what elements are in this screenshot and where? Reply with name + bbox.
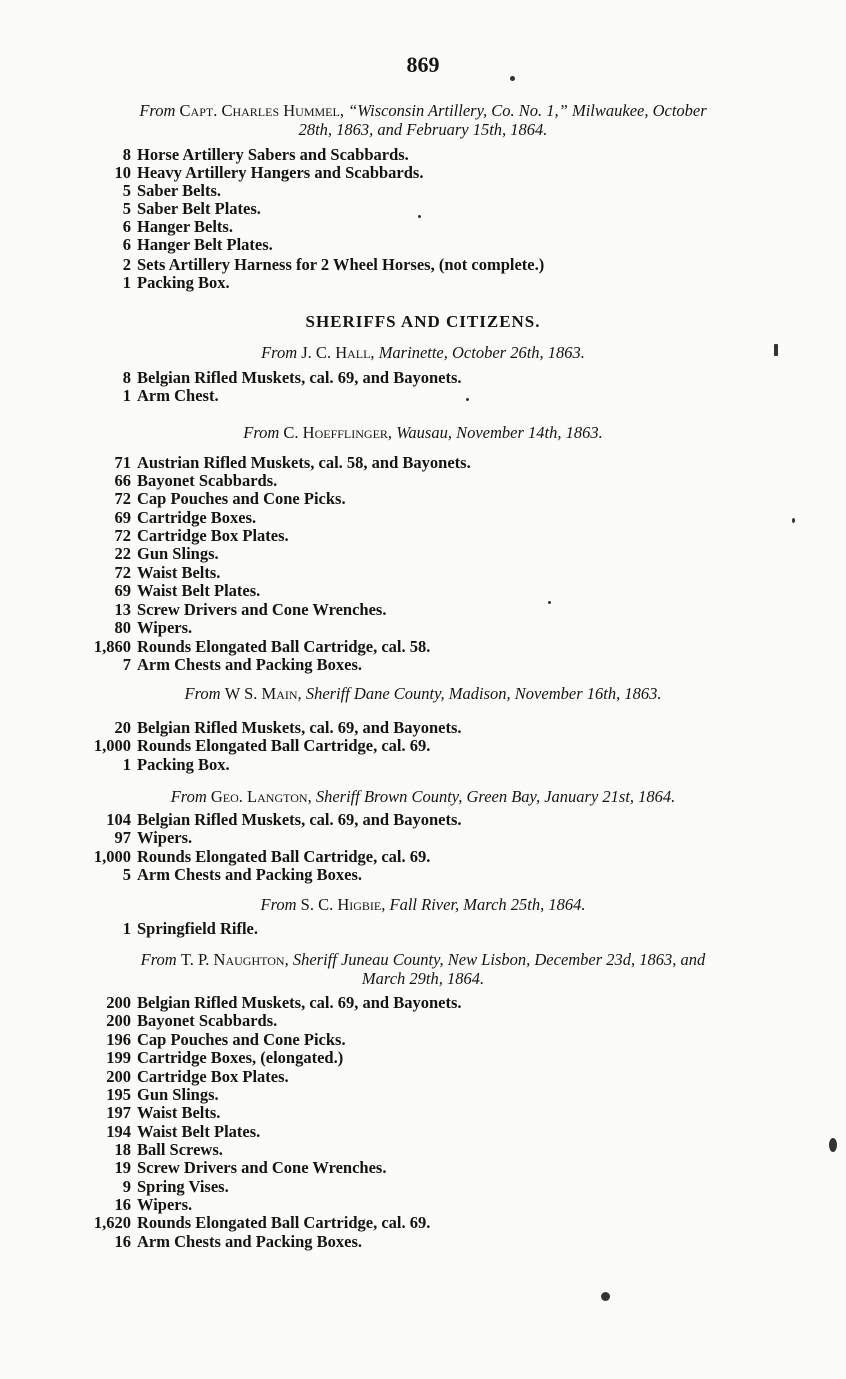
item-description: Rounds Elongated Ball Cartridge, cal. 58. [137, 637, 431, 656]
item-quantity: 22 [114, 544, 131, 563]
heading-prefix: From [184, 684, 221, 703]
section-title: SHERIFFS AND CITIZENS. [305, 312, 541, 331]
heading-name: Capt. Charles Hummel, [179, 101, 344, 120]
item-description: Rounds Elongated Ball Cartridge, cal. 69. [137, 1213, 431, 1232]
item-description: Hanger Belts. [137, 217, 233, 236]
item-description: Wipers. [137, 828, 193, 847]
item-description: Arm Chest. [137, 386, 219, 405]
item-quantity: 69 [114, 581, 131, 600]
item-quantity: 16 [114, 1195, 131, 1214]
heading-name: C. Hoefflinger, [283, 423, 393, 442]
heading-name: J. C. Hall, [301, 343, 375, 362]
item-description: Rounds Elongated Ball Cartridge, cal. 69. [137, 847, 431, 866]
item-description: Bayonet Scabbards. [137, 471, 278, 490]
list-item [0, 719, 846, 737]
item-quantity: 8 [122, 368, 131, 387]
item-description: Heavy Artillery Hangers and Scabbards. [137, 163, 424, 182]
heading-detail: Marinette, October 26th, 1863. [378, 343, 585, 362]
item-quantity: 20 [114, 718, 131, 737]
item-quantity: 71 [114, 453, 131, 472]
heading-name: T. P. Naughton, [180, 950, 289, 969]
scan-speck [792, 518, 795, 523]
item-description: Hanger Belt Plates. [137, 235, 273, 254]
item-quantity: 195 [106, 1085, 131, 1104]
item-quantity: 200 [106, 1011, 131, 1030]
heading-detail: Sheriff Dane County, Madison, November 16th, 1863. [305, 684, 662, 703]
item-quantity: 1,000 [93, 847, 131, 866]
item-description: Springfield Rifle. [137, 919, 259, 938]
item-description: Cartridge Box Plates. [137, 1067, 289, 1086]
item-quantity: 72 [114, 563, 131, 582]
source-heading [0, 102, 846, 120]
item-quantity: 194 [106, 1122, 131, 1141]
list-item [0, 811, 846, 829]
list-item [0, 1214, 846, 1232]
item-quantity: 1 [122, 386, 131, 405]
item-quantity: 80 [114, 618, 131, 637]
item-quantity: 7 [122, 655, 131, 674]
source-heading-continued: 28th, 1863, and February 15th, 1864. [298, 120, 548, 139]
item-quantity: 1,000 [93, 736, 131, 755]
item-description: Waist Belt Plates. [137, 581, 261, 600]
item-quantity: 18 [114, 1140, 131, 1159]
item-quantity: 69 [114, 508, 131, 527]
item-description: Sets Artillery Harness for 2 Wheel Horses, (not complete.) [137, 255, 545, 274]
list-item [0, 564, 846, 582]
source-heading [0, 951, 846, 969]
scan-speck [774, 344, 778, 356]
list-item [0, 1031, 846, 1049]
item-description: Bayonet Scabbards. [137, 1011, 278, 1030]
list-item [0, 182, 846, 200]
item-quantity: 1 [122, 919, 131, 938]
item-description: Arm Chests and Packing Boxes. [137, 655, 363, 674]
list-item [0, 1086, 846, 1104]
heading-detail: Wausau, November 14th, 1863. [396, 423, 603, 442]
source-heading [0, 685, 846, 703]
list-item [0, 582, 846, 600]
list-item [0, 756, 846, 774]
heading-detail: Sheriff Juneau County, New Lisbon, December 23d, 1863, and [292, 950, 706, 969]
item-description: Gun Slings. [137, 1085, 219, 1104]
item-description: Belgian Rifled Muskets, cal. 69, and Bayonets. [137, 810, 462, 829]
scan-speck [829, 1138, 837, 1152]
item-description: Screw Drivers and Cone Wrenches. [137, 1158, 387, 1177]
list-item [0, 619, 846, 637]
item-quantity: 197 [106, 1103, 131, 1122]
source-heading [0, 896, 846, 914]
item-description: Saber Belts. [137, 181, 222, 200]
item-quantity: 72 [114, 526, 131, 545]
item-quantity: 13 [114, 600, 131, 619]
list-item [0, 236, 846, 254]
item-quantity: 1,860 [93, 637, 131, 656]
list-item [0, 1049, 846, 1067]
source-heading-continued: March 29th, 1864. [361, 969, 485, 988]
list-item [0, 527, 846, 545]
heading-prefix: From [261, 343, 298, 362]
item-quantity: 72 [114, 489, 131, 508]
item-description: Gun Slings. [137, 544, 219, 563]
source-heading [0, 788, 846, 806]
list-item [0, 1233, 846, 1251]
item-description: Waist Belts. [137, 563, 221, 582]
list-item [0, 920, 846, 938]
item-quantity: 2 [122, 255, 131, 274]
item-description: Wipers. [137, 618, 193, 637]
item-quantity: 66 [114, 471, 131, 490]
scan-speck [548, 601, 551, 604]
list-item [0, 1178, 846, 1196]
list-item [0, 1068, 846, 1086]
item-description: Spring Vises. [137, 1177, 229, 1196]
item-description: Cap Pouches and Cone Picks. [137, 1030, 346, 1049]
list-item [0, 829, 846, 847]
item-description: Belgian Rifled Muskets, cal. 69, and Bayonets. [137, 993, 462, 1012]
item-description: Cartridge Boxes, (elongated.) [137, 1048, 344, 1067]
source-heading [0, 344, 846, 362]
heading-prefix: From [243, 423, 280, 442]
list-item [0, 601, 846, 619]
item-description: Arm Chests and Packing Boxes. [137, 1232, 363, 1251]
item-quantity: 9 [122, 1177, 131, 1196]
list-item [0, 454, 846, 472]
list-item [0, 994, 846, 1012]
scan-speck [418, 215, 421, 218]
list-item [0, 737, 846, 755]
item-description: Packing Box. [137, 273, 230, 292]
list-item [0, 200, 846, 218]
item-quantity: 1,620 [93, 1213, 131, 1232]
scan-speck [601, 1292, 610, 1301]
list-item [0, 1104, 846, 1122]
list-item [0, 256, 846, 274]
heading-detail: Fall River, March 25th, 1864. [389, 895, 586, 914]
list-item [0, 387, 846, 405]
item-description: Belgian Rifled Muskets, cal. 69, and Bayonets. [137, 368, 462, 387]
item-quantity: 199 [106, 1048, 131, 1067]
heading-detail: “Wisconsin Artillery, Co. No. 1,” Milwaukee, October [348, 101, 707, 120]
item-description: Horse Artillery Sabers and Scabbards. [137, 145, 409, 164]
list-item [0, 1159, 846, 1177]
item-quantity: 8 [122, 145, 131, 164]
heading-prefix: From [260, 895, 297, 914]
list-item [0, 218, 846, 236]
item-description: Saber Belt Plates. [137, 199, 261, 218]
item-description: Wipers. [137, 1195, 193, 1214]
item-description: Cap Pouches and Cone Picks. [137, 489, 346, 508]
item-quantity: 19 [114, 1158, 131, 1177]
item-description: Cartridge Box Plates. [137, 526, 289, 545]
list-item [0, 848, 846, 866]
list-item [0, 1196, 846, 1214]
source-heading [0, 424, 846, 442]
list-item [0, 656, 846, 674]
list-item [0, 1141, 846, 1159]
item-description: Belgian Rifled Muskets, cal. 69, and Bayonets. [137, 718, 462, 737]
item-quantity: 6 [122, 217, 131, 236]
list-item [0, 509, 846, 527]
heading-detail: Sheriff Brown County, Green Bay, January 21st, 1864. [315, 787, 676, 806]
page-number: 869 [406, 52, 440, 77]
item-description: Austrian Rifled Muskets, cal. 58, and Bayonets. [137, 453, 471, 472]
item-description: Cartridge Boxes. [137, 508, 257, 527]
scan-speck [466, 398, 469, 401]
list-item [0, 274, 846, 292]
item-quantity: 16 [114, 1232, 131, 1251]
item-quantity: 5 [122, 199, 131, 218]
list-item [0, 369, 846, 387]
item-description: Ball Screws. [137, 1140, 223, 1159]
item-quantity: 104 [106, 810, 131, 829]
item-quantity: 1 [122, 273, 131, 292]
item-quantity: 5 [122, 181, 131, 200]
list-item [0, 1012, 846, 1030]
item-quantity: 196 [106, 1030, 131, 1049]
list-item [0, 1123, 846, 1141]
item-description: Waist Belts. [137, 1103, 221, 1122]
heading-name: Geo. Langton, [210, 787, 312, 806]
item-quantity: 200 [106, 1067, 131, 1086]
item-description: Waist Belt Plates. [137, 1122, 261, 1141]
heading-prefix: From [170, 787, 207, 806]
item-description: Packing Box. [137, 755, 230, 774]
list-item [0, 545, 846, 563]
item-quantity: 10 [114, 163, 131, 182]
heading-name: W S. Main, [224, 684, 302, 703]
item-description: Rounds Elongated Ball Cartridge, cal. 69. [137, 736, 431, 755]
item-description: Arm Chests and Packing Boxes. [137, 865, 363, 884]
item-quantity: 97 [114, 828, 131, 847]
list-item [0, 638, 846, 656]
list-item [0, 490, 846, 508]
item-quantity: 200 [106, 993, 131, 1012]
list-item [0, 146, 846, 164]
heading-prefix: From [140, 950, 177, 969]
heading-name: S. C. Higbie, [300, 895, 386, 914]
item-quantity: 6 [122, 235, 131, 254]
list-item [0, 472, 846, 490]
list-item [0, 866, 846, 884]
item-quantity: 1 [122, 755, 131, 774]
list-item [0, 164, 846, 182]
scan-speck [510, 76, 515, 81]
item-quantity: 5 [122, 865, 131, 884]
item-description: Screw Drivers and Cone Wrenches. [137, 600, 387, 619]
heading-prefix: From [139, 101, 176, 120]
